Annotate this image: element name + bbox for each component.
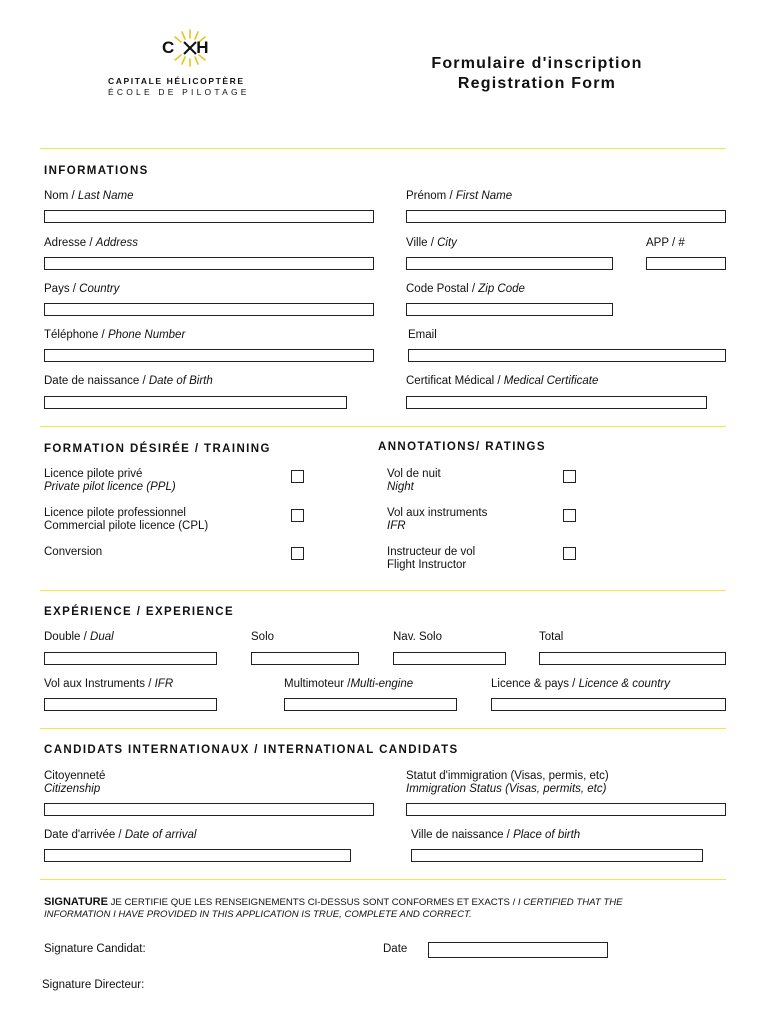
section-heading-informations: INFORMATIONS <box>44 165 149 177</box>
zip-label: Code Postal / Zip Code <box>406 283 525 295</box>
form-title-fr: Formulaire d'inscription <box>431 55 643 72</box>
licence-country-label: Licence & pays / Licence & country <box>491 678 670 690</box>
training-conversion-label: Conversion <box>44 546 103 558</box>
multi-engine-field[interactable] <box>284 698 457 711</box>
rating-instructor-label: Instructeur de vol Flight Instructor <box>387 546 476 571</box>
section-heading-experience: EXPÉRIENCE / EXPERIENCE <box>44 606 235 618</box>
arrival-date-field[interactable] <box>44 849 351 862</box>
logo-school-tagline: ÉCOLE DE PILOTAGE <box>108 87 250 97</box>
section-heading-training: FORMATION DÉSIRÉE / TRAINING <box>44 443 271 455</box>
form-title-en: Registration Form <box>457 75 617 92</box>
divider <box>40 879 726 880</box>
email-label: Email <box>408 329 437 341</box>
immigration-label: Statut d'immigration (Visas, permis, etc) Immigration Status (Visas, permits, etc) <box>406 770 609 795</box>
birthplace-label: Ville de naissance / Place of birth <box>411 829 581 841</box>
section-heading-international: CANDIDATS INTERNATIONAUX / INTERNATIONAL CANDIDATS <box>44 744 459 756</box>
solo-label: Solo <box>251 631 275 643</box>
dob-field[interactable] <box>44 396 347 409</box>
medical-field[interactable] <box>406 396 707 409</box>
training-conversion-checkbox[interactable] <box>291 547 304 560</box>
training-ppl-label: Licence pilote privé Private pilot licence (PPL) <box>44 468 176 493</box>
last-name-field[interactable] <box>44 210 374 223</box>
multi-engine-label: Multimoteur /Multi-engine <box>284 678 414 690</box>
ifr-hours-field[interactable] <box>44 698 217 711</box>
director-signature-label: Signature Directeur: <box>42 979 145 991</box>
dob-label: Date de naissance / Date of Birth <box>44 375 213 387</box>
birthplace-field[interactable] <box>411 849 703 862</box>
arrival-date-label: Date d'arrivée / Date of arrival <box>44 829 197 841</box>
rating-instructor-checkbox[interactable] <box>563 547 576 560</box>
citizenship-label: Citoyenneté Citizenship <box>44 770 106 795</box>
signature-heading: SIGNATURE <box>44 896 108 908</box>
country-label: Pays / Country <box>44 283 120 295</box>
country-field[interactable] <box>44 303 374 316</box>
divider <box>40 590 726 591</box>
city-field[interactable] <box>406 257 613 270</box>
apt-label: APP / # <box>646 237 685 249</box>
rating-night-checkbox[interactable] <box>563 470 576 483</box>
nav-solo-label: Nav. Solo <box>393 631 443 643</box>
divider <box>40 728 726 729</box>
immigration-field[interactable] <box>406 803 726 816</box>
candidate-signature-label: Signature Candidat: <box>44 943 146 955</box>
nav-solo-field[interactable] <box>393 652 506 665</box>
rating-night-label: Vol de nuit Night <box>387 468 441 493</box>
dual-label: Double / Dual <box>44 631 114 643</box>
medical-label: Certificat Médical / Medical Certificate <box>406 375 599 387</box>
signature-date-label: Date <box>383 943 408 955</box>
phone-label: Téléphone / Phone Number <box>44 329 186 341</box>
first-name-label: Prénom / First Name <box>406 190 513 202</box>
ifr-hours-label: Vol aux Instruments / IFR <box>44 678 174 690</box>
signature-date-field[interactable] <box>428 942 608 958</box>
logo-school-name: CAPITALE HÉLICOPTÈRE <box>108 76 245 86</box>
citizenship-field[interactable] <box>44 803 374 816</box>
rating-ifr-checkbox[interactable] <box>563 509 576 522</box>
first-name-field[interactable] <box>406 210 726 223</box>
address-label: Adresse / Address <box>44 237 138 249</box>
phone-field[interactable] <box>44 349 374 362</box>
email-field[interactable] <box>408 349 726 362</box>
zip-field[interactable] <box>406 303 613 316</box>
training-cpl-label: Licence pilote professionnel Commercial pilote licence (CPL) <box>44 507 209 532</box>
divider <box>40 148 726 149</box>
certification-statement: SIGNATURE JE CERTIFIE QUE LES RENSEIGNEMENTS CI-DESSUS SONT CONFORMES ET EXACTS / I CERTIFIED THAT THE INFORMATION I HAVE PROVIDED IN THIS APPLICATION IS TRUE, COMPLETE AND CORRECT. <box>44 896 623 920</box>
city-label: Ville / City <box>406 237 457 249</box>
section-heading-ratings: ANNOTATIONS/ RATINGS <box>378 441 546 453</box>
rating-ifr-label: Vol aux instruments IFR <box>387 507 488 532</box>
training-ppl-checkbox[interactable] <box>291 470 304 483</box>
training-cpl-checkbox[interactable] <box>291 509 304 522</box>
solo-field[interactable] <box>251 652 359 665</box>
total-field[interactable] <box>539 652 726 665</box>
total-label: Total <box>539 631 564 643</box>
licence-country-field[interactable] <box>491 698 726 711</box>
divider <box>40 426 726 427</box>
address-field[interactable] <box>44 257 374 270</box>
school-logo <box>100 20 280 100</box>
logo-letters: CH <box>162 38 231 57</box>
last-name-label: Nom / Last Name <box>44 190 134 202</box>
dual-field[interactable] <box>44 652 217 665</box>
apt-field[interactable] <box>646 257 726 270</box>
